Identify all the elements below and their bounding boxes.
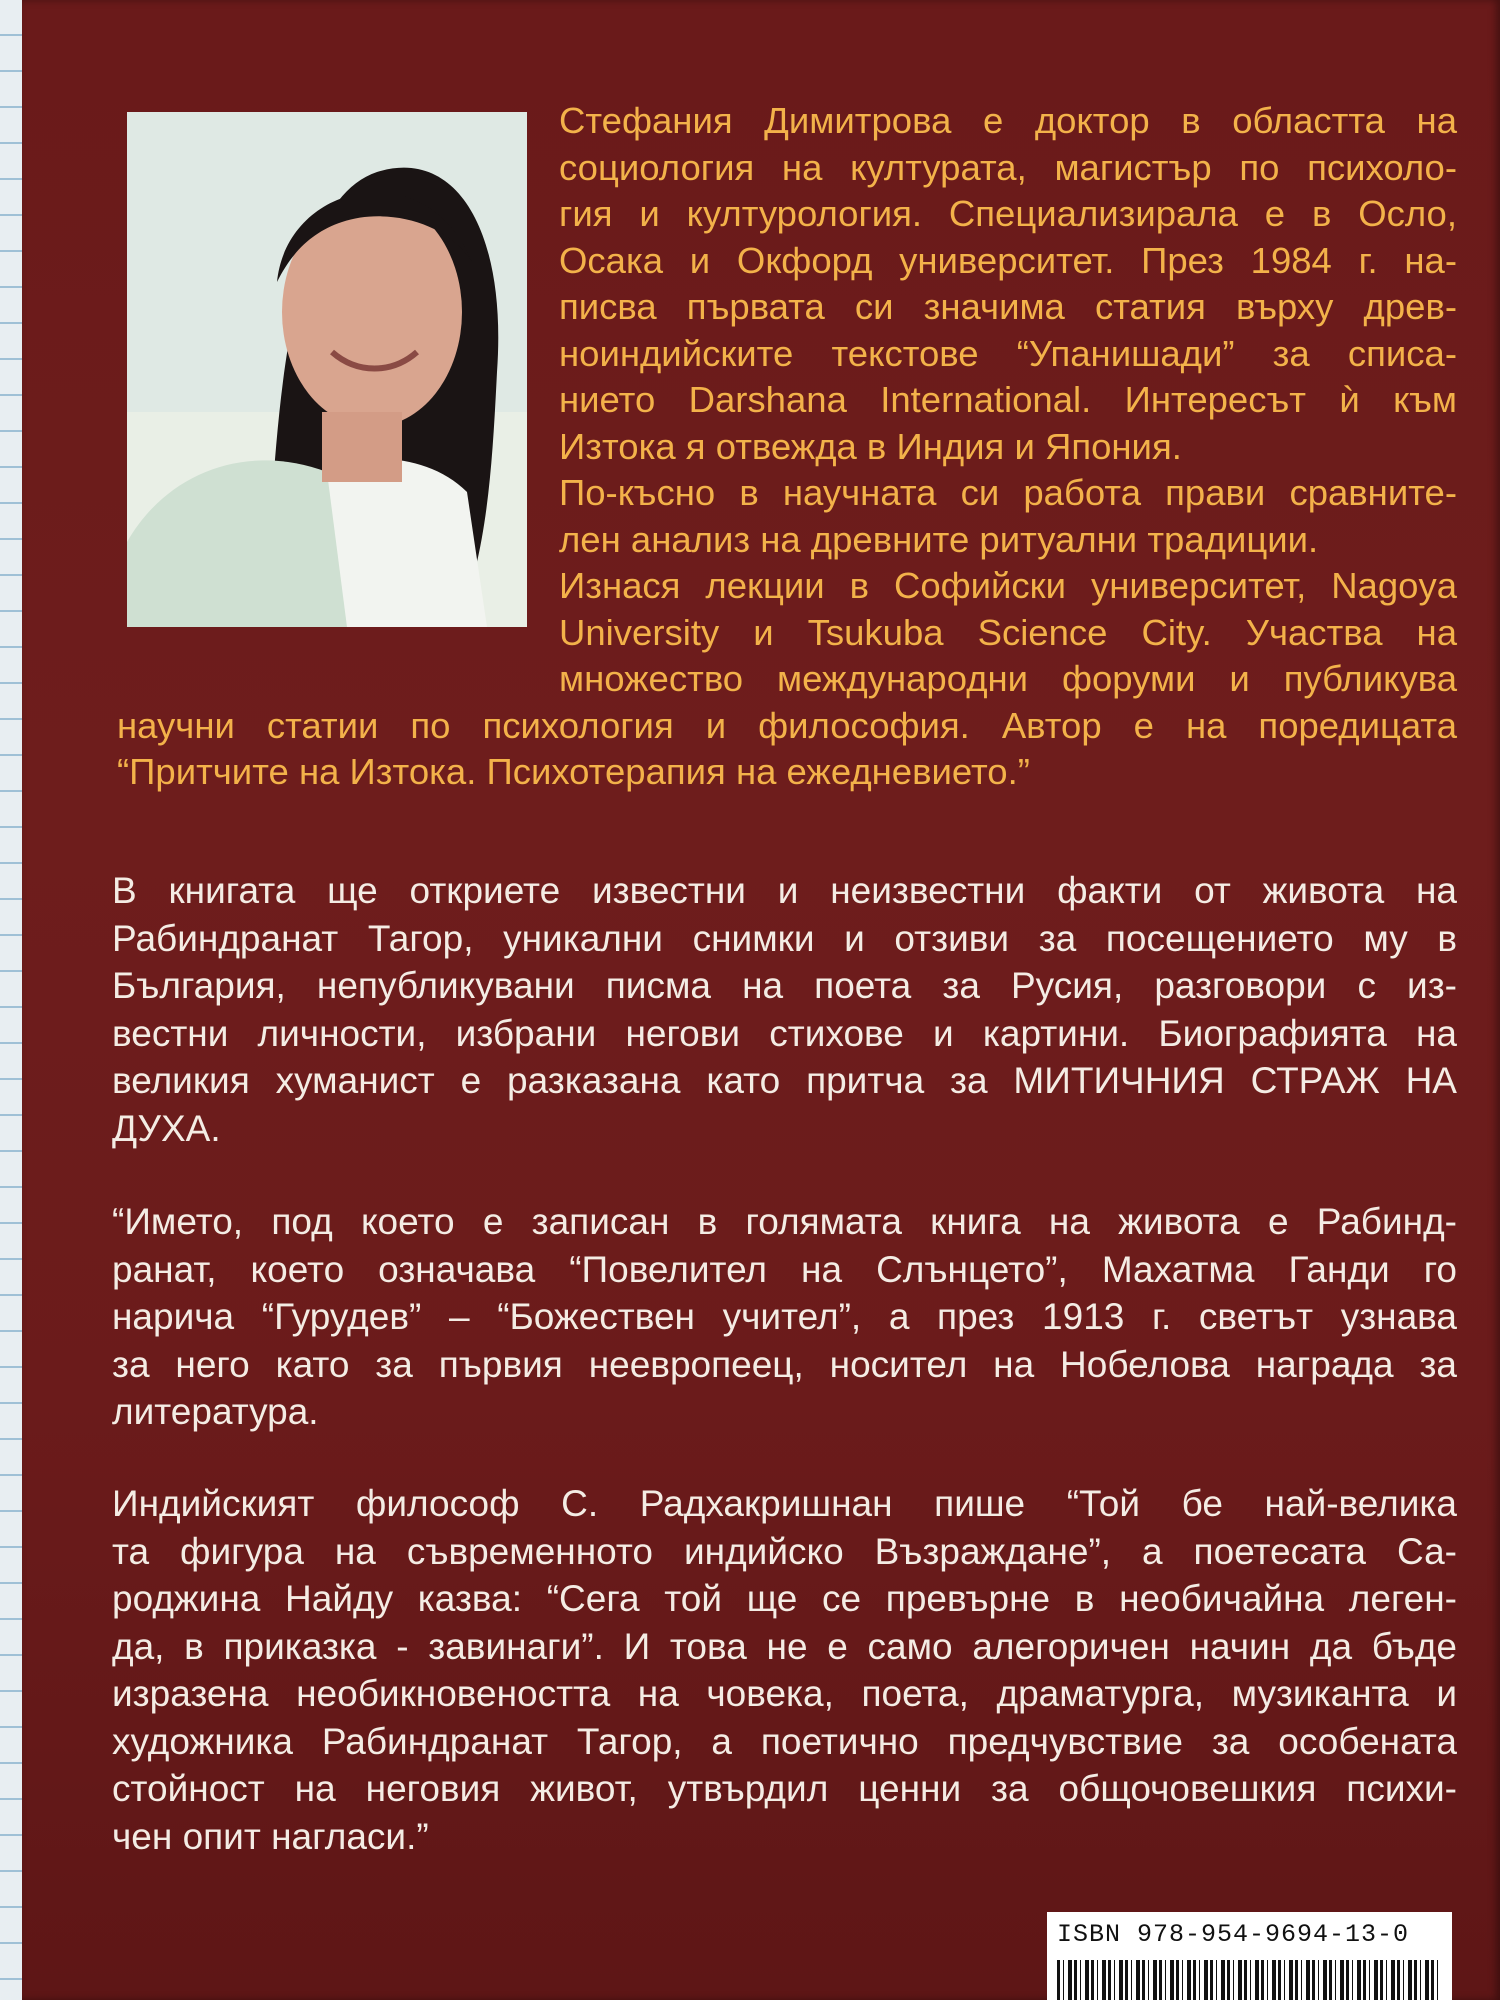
text-line: ранат, което означава “Повелител на Слънцето”, Махатма Ганди го <box>112 1248 1457 1290</box>
bio-line: лен анализ на древните ритуални традиции. <box>559 518 1319 560</box>
bio-line: Изнася лекции в Софийски университет, Nagoya <box>559 565 1457 606</box>
text-line: В книгата ще откриете известни и неизвестни факти от живота на <box>112 870 1457 911</box>
bio-line: нието Darshana International. Интересът ѝ към <box>559 379 1457 420</box>
text-line: Рабиндранат Тагор, уникални снимки и отзиви за посещението му в <box>112 917 1457 959</box>
bio-line: Изтока я отвежда в Индия и Япония. <box>559 425 1182 467</box>
bio-line: По-късно в научната си работа прави сравните- <box>559 472 1457 513</box>
text-line: художника Рабиндранат Тагор, а поетично предчувствие за особената <box>112 1720 1457 1762</box>
text-line: “Името, под което е записан в голямата книга на живота е Рабинд- <box>112 1201 1457 1242</box>
text-line: роджина Найду казва: “Сега той ще се превърне в необичайна леген- <box>112 1578 1457 1619</box>
bio-line: гия и културология. Специализирала е в Осло, <box>559 193 1457 234</box>
text-line: стойност на неговия живот, утвърдил ценни за общочовешкия психи- <box>112 1768 1457 1809</box>
text-line: ДУХА. <box>112 1107 221 1149</box>
text-line: вестни личности, избрани негови стихове и картини. Биографията на <box>112 1012 1457 1054</box>
text-line: великия хуманист е разказана като притча за МИТИЧНИЯ СТРАЖ НА <box>112 1060 1457 1101</box>
bio-line: множество международни форуми и публикува <box>559 658 1457 699</box>
text-line: България, непубликувани писма на поета за Русия, разговори с из- <box>112 965 1457 1006</box>
barcode-icon <box>1057 1960 1442 2000</box>
isbn-number: ISBN 978-954-9694-13-0 <box>1057 1920 1410 1949</box>
bio-line: Осака и Окфорд университет. През 1984 г. на- <box>559 239 1457 281</box>
bio-line: University и Tsukuba Science City. Участва на <box>559 611 1457 653</box>
text-line: та фигура на съвременното индийско Възраждане”, а поетесата Са- <box>112 1530 1457 1572</box>
bio-line: писва първата си значима статия върху древ- <box>559 286 1457 327</box>
text-line: за него като за първия неевропеец, носител на Нобелова награда за <box>112 1343 1457 1385</box>
text-line: чен опит нагласи.” <box>112 1815 429 1857</box>
text-line: да, в приказка - завинаги”. И това не е само алегоричен начин да бъде <box>112 1625 1457 1667</box>
text-line: Индийският философ С. Радхакришнан пише “Той бе най-велика <box>112 1483 1457 1524</box>
bio-line: ноиндийските текстове “Упанишади” за списа- <box>559 332 1457 374</box>
quote-radhakrishnan <box>112 1480 1457 1860</box>
bio-line: научни статии по психология и философия. Автор е на поредицата <box>117 704 1457 746</box>
book-description <box>112 867 1457 1152</box>
bio-line: Стефания Димитрова е доктор в областта на <box>559 100 1457 141</box>
bio-line: “Притчите на Изтока. Психотерапия на ежедневието.” <box>117 751 1030 792</box>
bio-line: социология на културата, магистър по психоло- <box>559 146 1457 188</box>
author-bio <box>117 98 1457 796</box>
book-back-cover <box>22 0 1500 2000</box>
text-line: изразена необикновеността на човека, поета, драматурга, музиканта и <box>112 1673 1457 1714</box>
quote-name-meaning <box>112 1198 1457 1436</box>
isbn-barcode-label <box>1047 1912 1452 2000</box>
text-line: нарича “Гурудев” – “Божествен учител”, а през 1913 г. светът узнава <box>112 1296 1457 1337</box>
text-line: литература. <box>112 1391 319 1432</box>
